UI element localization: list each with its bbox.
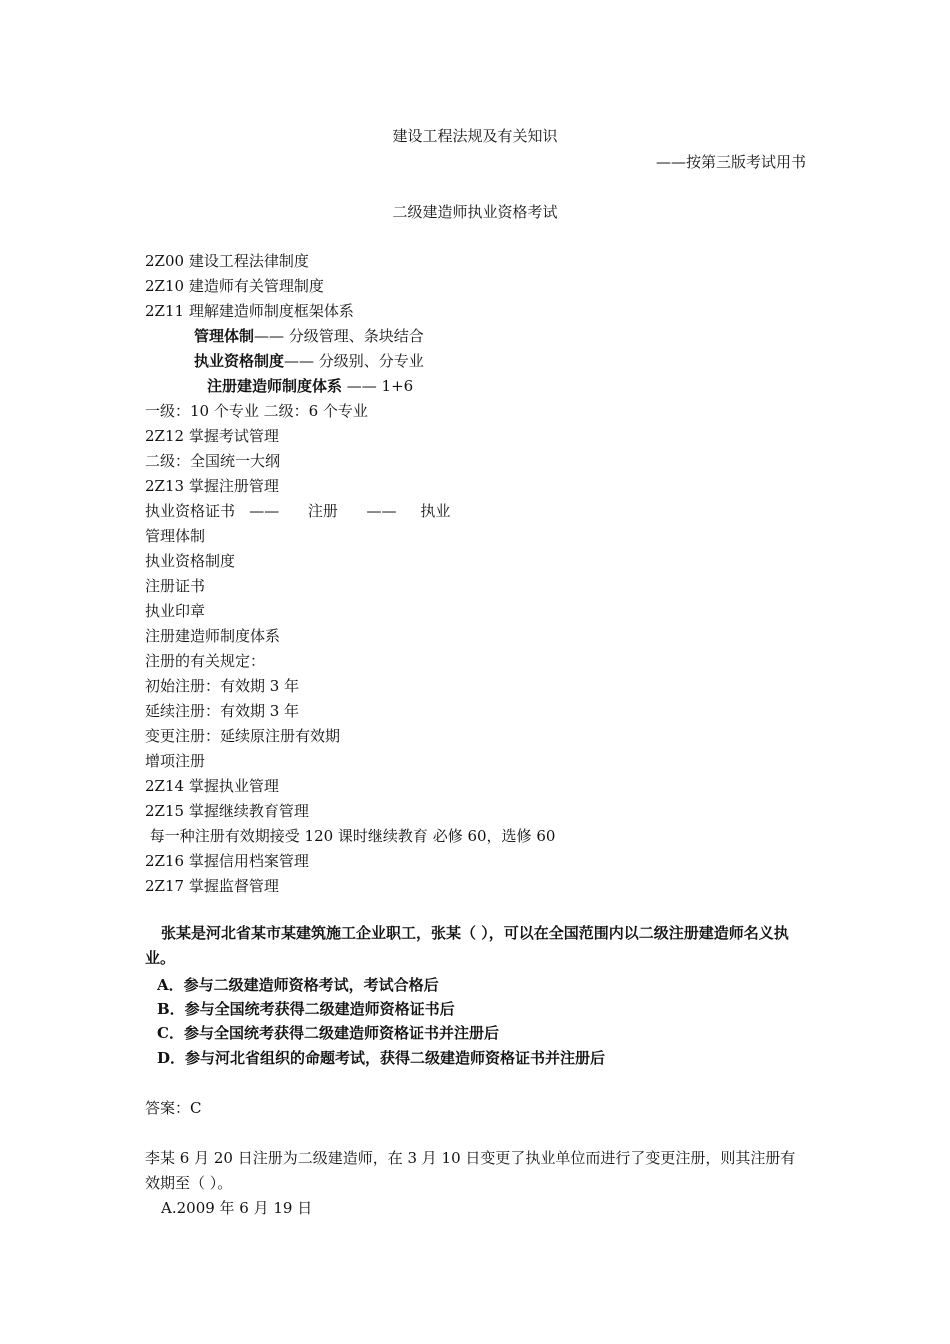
exam-title: 二级建造师执业资格考试 — [392, 203, 558, 221]
outline-2z17: 2Z17 掌握监督管理 — [145, 877, 279, 895]
question2-stem: 李某 6 月 20 日注册为二级建造师，在 3 月 10 日变更了执业单位而进行了变更注册，则其注册有效期至（ ）。 — [145, 1149, 796, 1192]
question1-option-a: A．参与二级建造师资格考试，考试合格后 — [157, 976, 439, 994]
management-system-text: —— 分级管理、条块结合 — [254, 327, 424, 345]
list-item: 管理体制 — [145, 527, 206, 545]
list-item: 注册建造师制度体系 — [145, 627, 281, 645]
list-item: 执业资格制度 — [145, 552, 236, 570]
management-system-line — [194, 326, 424, 346]
outline-2z16: 2Z16 掌握信用档案管理 — [145, 852, 309, 870]
majors-line: 一级：10 个专业 二级：6 个专业 — [145, 402, 368, 420]
outline-2z10: 2Z10 建造师有关管理制度 — [145, 277, 324, 295]
list-item: 增项注册 — [145, 752, 206, 770]
outline-2z15: 2Z15 掌握继续教育管理 — [145, 802, 309, 820]
list-item: 注册证书 — [145, 577, 206, 595]
registration-system-line — [207, 376, 413, 396]
outline-2z11: 2Z11 理解建造师制度框架体系 — [145, 302, 354, 320]
question2-option-a: A.2009 年 6 月 19 日 — [161, 1199, 313, 1217]
question1-option-b: B．参与全国统考获得二级建造师资格证书后 — [157, 1000, 455, 1018]
management-system-label: 管理体制 — [194, 327, 255, 345]
list-item: 注册的有关规定： — [145, 652, 266, 670]
syllabus-line: 二级：全国统一大纲 — [145, 452, 281, 470]
question1-option-d: D．参与河北省组织的命题考试，获得二级建造师资格证书并注册后 — [157, 1049, 606, 1067]
outline-2z14: 2Z14 掌握执业管理 — [145, 777, 279, 795]
outline-2z13: 2Z13 掌握注册管理 — [145, 477, 279, 495]
list-item: 执业印章 — [145, 602, 206, 620]
registration-system-text: —— 1+6 — [342, 377, 414, 395]
continuing-education-line: 每一种注册有效期接受 120 课时继续教育 必修 60，选修 60 — [145, 827, 556, 845]
qualification-system-text: —— 分级别、分专业 — [284, 352, 424, 370]
document-title: 建设工程法规及有关知识 — [392, 127, 558, 145]
list-item: 延续注册：有效期 3 年 — [145, 702, 300, 720]
qualification-system-label: 执业资格制度 — [194, 352, 285, 370]
question1-answer: 答案：C — [145, 1099, 202, 1117]
list-item: 初始注册：有效期 3 年 — [145, 677, 300, 695]
outline-2z00: 2Z00 建设工程法律制度 — [145, 252, 309, 270]
list-item: 变更注册：延续原注册有效期 — [145, 727, 341, 745]
question1-option-c: C．参与全国统考获得二级建造师资格证书并注册后 — [157, 1024, 499, 1042]
question1-stem: 张某是河北省某市某建筑施工企业职工，张某（ ），可以在全国范围内以二级注册建造师名义执业。 — [145, 924, 789, 967]
document-subtitle: ——按第三版考试用书 — [655, 153, 806, 171]
registration-system-label: 注册建造师制度体系 — [207, 377, 343, 395]
qualification-system-line — [194, 351, 424, 371]
flow-line: 执业资格证书 —— 注册 —— 执业 — [145, 502, 451, 520]
outline-2z12: 2Z12 掌握考试管理 — [145, 427, 279, 445]
